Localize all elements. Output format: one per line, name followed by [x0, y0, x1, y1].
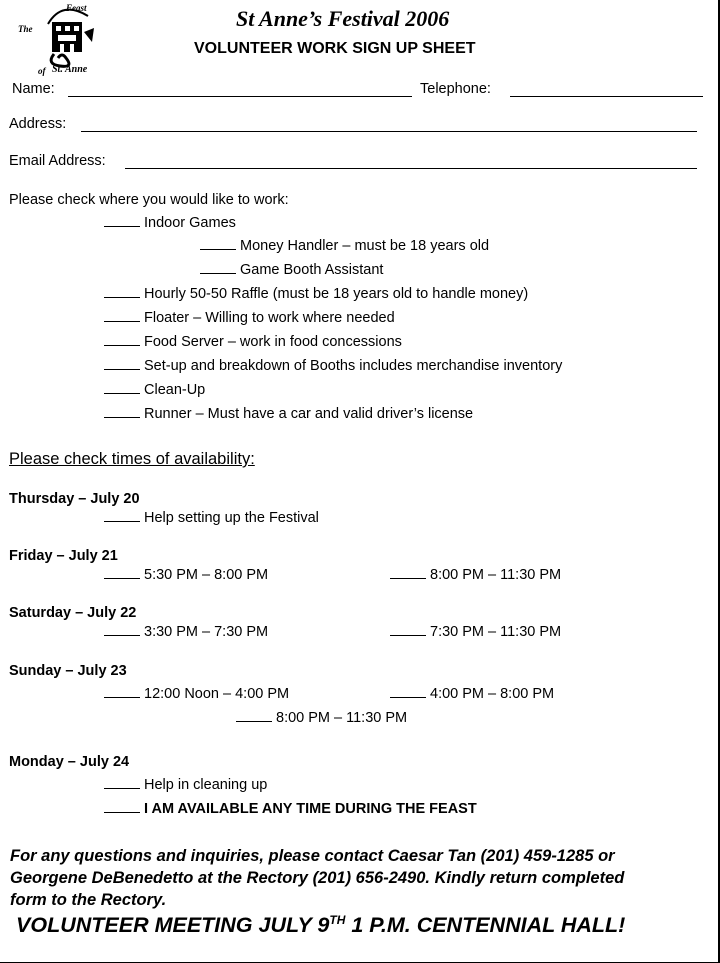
checkbox-blank[interactable]: [104, 624, 140, 636]
option-raffle[interactable]: [104, 286, 528, 302]
logo-text-the: The: [18, 24, 33, 34]
slot-label: Help setting up the Festival: [144, 510, 319, 526]
checkbox-blank[interactable]: [104, 334, 140, 346]
checkbox-blank[interactable]: [104, 215, 140, 227]
availability-heading: Please check times of availability:: [9, 450, 255, 468]
checkbox-blank[interactable]: [104, 382, 140, 394]
option-label: Game Booth Assistant: [240, 262, 384, 278]
option-label: Hourly 50-50 Raffle (must be 18 years old to handle money): [144, 286, 529, 302]
checkbox-blank[interactable]: [104, 406, 140, 418]
anytime-label: I AM AVAILABLE ANY TIME DURING THE FEAST: [144, 801, 477, 817]
slot-label: 8:00 PM – 11:30 PM: [276, 710, 408, 726]
festival-logo: [18, 2, 110, 78]
logo-text-feast: Feast: [66, 3, 87, 13]
checkbox-blank[interactable]: [200, 238, 236, 250]
thursday-slot-setup[interactable]: [104, 510, 319, 526]
sunday-label: Sunday – July 23: [9, 663, 127, 679]
work-prompt: Please check where you would like to work:: [9, 192, 289, 208]
telephone-label: Telephone:: [420, 81, 491, 97]
email-field[interactable]: [125, 168, 697, 169]
telephone-field[interactable]: [510, 96, 703, 97]
slot-label: Help in cleaning up: [144, 777, 268, 793]
checkbox-blank[interactable]: [104, 686, 140, 698]
option-label: Money Handler – must be 18 years old: [240, 238, 490, 254]
sunday-slot-2[interactable]: [390, 686, 554, 702]
contact-line-1: For any questions and inquiries, please contact Caesar Tan (201) 459-1285 or: [10, 847, 615, 865]
option-label: Clean-Up: [144, 382, 206, 398]
checkbox-blank[interactable]: [390, 686, 426, 698]
checkbox-blank[interactable]: [104, 358, 140, 370]
checkbox-blank[interactable]: [104, 286, 140, 298]
sunday-slot-1[interactable]: [104, 686, 289, 702]
checkbox-blank[interactable]: [200, 262, 236, 274]
page-title: St Anne’s Festival 2006: [236, 6, 450, 31]
option-label: Food Server – work in food concessions: [144, 334, 402, 350]
address-label: Address:: [9, 116, 67, 132]
contact-line-3: form to the Rectory.: [10, 891, 167, 909]
friday-slot-2[interactable]: [390, 567, 561, 583]
slot-label: 4:00 PM – 8:00 PM: [430, 686, 555, 702]
option-money-handler[interactable]: [200, 238, 489, 254]
saturday-slot-2[interactable]: [390, 624, 561, 640]
option-runner[interactable]: [104, 406, 473, 422]
address-field[interactable]: [81, 131, 697, 132]
checkbox-blank[interactable]: [104, 510, 140, 522]
option-label: Set-up and breakdown of Booths includes merchandise inventory: [144, 358, 563, 374]
option-setup[interactable]: [104, 358, 562, 374]
slot-label: 3:30 PM – 7:30 PM: [144, 624, 269, 640]
monday-label: Monday – July 24: [9, 754, 130, 770]
option-game-booth[interactable]: [200, 262, 383, 278]
option-floater[interactable]: [104, 310, 395, 326]
meeting-text-b: 1 P.M. CENTENNIAL HALL!: [345, 913, 626, 938]
page-subtitle: VOLUNTEER WORK SIGN UP SHEET: [194, 40, 476, 57]
meeting-notice: [16, 913, 625, 938]
saturday-label: Saturday – July 22: [9, 605, 137, 621]
option-indoor-games[interactable]: [104, 215, 236, 231]
thursday-label: Thursday – July 20: [9, 491, 140, 507]
slot-label: 5:30 PM – 8:00 PM: [144, 567, 269, 583]
option-food-server[interactable]: [104, 334, 402, 350]
meeting-superscript: TH: [329, 913, 346, 927]
slot-label: 8:00 PM – 11:30 PM: [430, 567, 562, 583]
saturday-slot-1[interactable]: [104, 624, 268, 640]
checkbox-blank[interactable]: [104, 777, 140, 789]
contact-line-2: Georgene DeBenedetto at the Rectory (201) 656-2490. Kindly return completed: [10, 869, 625, 887]
checkbox-blank[interactable]: [390, 624, 426, 636]
logo-text-name: St. Anne: [52, 64, 88, 75]
sunday-slot-3[interactable]: [236, 710, 407, 726]
name-field[interactable]: [68, 96, 412, 97]
option-cleanup[interactable]: [104, 382, 205, 398]
friday-label: Friday – July 21: [9, 548, 118, 564]
option-label: Floater – Willing to work where needed: [144, 310, 395, 326]
checkbox-blank[interactable]: [104, 801, 140, 813]
slot-label: 12:00 Noon – 4:00 PM: [144, 686, 290, 702]
meeting-text-a: VOLUNTEER MEETING JULY 9: [16, 913, 330, 938]
monday-slot-cleanup[interactable]: [104, 777, 267, 793]
checkbox-blank[interactable]: [104, 310, 140, 322]
option-label: Indoor Games: [144, 215, 236, 231]
slot-label: 7:30 PM – 11:30 PM: [430, 624, 562, 640]
email-label: Email Address:: [9, 153, 106, 169]
name-label: Name:: [12, 81, 55, 97]
friday-slot-1[interactable]: [104, 567, 268, 583]
checkbox-blank[interactable]: [390, 567, 426, 579]
checkbox-blank[interactable]: [236, 710, 272, 722]
logo-text-of: of: [38, 66, 46, 76]
checkbox-blank[interactable]: [104, 567, 140, 579]
anytime-option[interactable]: [104, 801, 477, 817]
option-label: Runner – Must have a car and valid driver’s license: [144, 406, 474, 422]
